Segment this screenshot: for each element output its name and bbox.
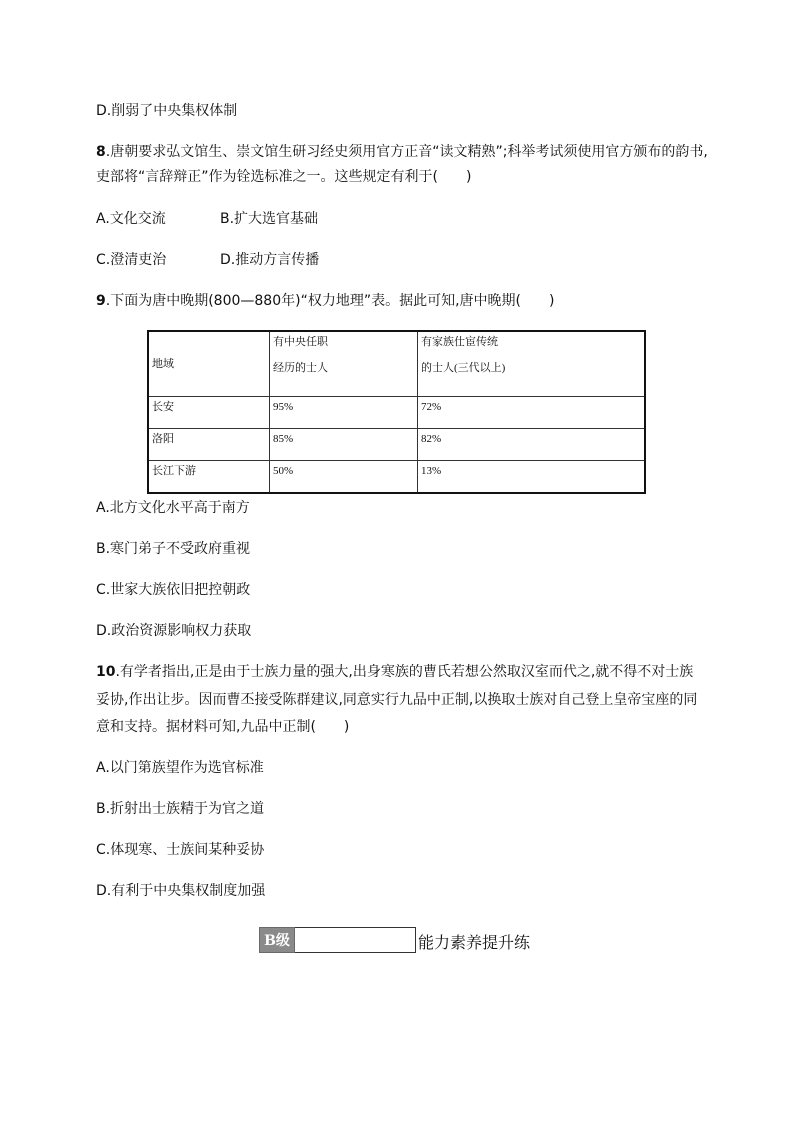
header-central-line1: 有中央任职: [273, 336, 328, 348]
section-banner: [259, 927, 530, 953]
q9-stem: [96, 291, 554, 311]
power-geography-table: [147, 330, 646, 494]
q8-options-row1: [96, 209, 318, 229]
q8-option-d: D.推动方言传播: [220, 252, 320, 268]
q8-stem-line1: [96, 142, 708, 162]
q10-option-a: A.以门第族望作为选官标准: [96, 760, 264, 776]
table-header-row: [148, 331, 645, 397]
cell-family: 72%: [418, 397, 646, 429]
header-family-line2: 的士人(三代以上): [421, 362, 506, 374]
cell-region: 长江下游: [148, 461, 270, 494]
header-central-line2: 经历的士人: [273, 362, 328, 374]
header-central-office: [270, 331, 418, 397]
q8-option-a: A.文化交流: [96, 211, 166, 227]
q10-option-b: B.折射出士族精于为官之道: [96, 801, 265, 817]
q10-stem-line1: [96, 662, 693, 682]
q10-stem-line3: 意和支持。据材料可知,九品中正制( ): [96, 719, 350, 735]
q9-option-b: B.寒门弟子不受政府重视: [96, 541, 251, 557]
q10-option-c: C.体现寒、士族间某种妥协: [96, 842, 265, 858]
q10-option-d: D.有利于中央集权制度加强: [96, 883, 266, 899]
cell-family: 82%: [418, 429, 646, 461]
cell-central: 50%: [270, 461, 418, 494]
header-family-line1: 有家族仕宦传统: [421, 336, 498, 348]
q10-number: 10: [96, 664, 116, 680]
cell-central: 85%: [270, 429, 418, 461]
q8-stem-line2: 吏部将“言辞辩正”作为铨选标准之一。这些规定有利于( ): [96, 169, 472, 185]
cell-region: 洛阳: [148, 429, 270, 461]
cell-central: 95%: [270, 397, 418, 429]
table-row: [148, 429, 645, 461]
q8-option-b: B.扩大选官基础: [220, 211, 319, 227]
q9-option-a: A.北方文化水平高于南方: [96, 500, 250, 516]
q8-option-c: C.澄清吏治: [96, 252, 167, 268]
q9-option-d: D.政治资源影响权力获取: [96, 623, 252, 639]
table-row: [148, 461, 645, 494]
q9-number: 9: [96, 293, 106, 309]
q8-number: 8: [96, 144, 106, 160]
header-region: 地域: [148, 331, 270, 397]
level-box: [295, 927, 416, 953]
q10-stem-text1: .有学者指出,正是由于士族力量的强大,出身寒族的曹氏若想公然取汉室而代之,就不得不对士族: [115, 664, 694, 680]
q8-options-row2: [96, 250, 319, 270]
table-row: [148, 397, 645, 429]
q9-option-c: C.世家大族依旧把控朝政: [96, 582, 251, 598]
q10-stem-line2: 妥协,作出让步。因而曹丕接受陈群建议,同意实行九品中正制,以换取士族对自己登上皇帝宝座的同: [96, 692, 698, 708]
level-badge: B级: [259, 927, 295, 953]
q9-stem-text: .下面为唐中晚期(800—880年)“权力地理”表。据此可知,唐中晚期( ): [105, 293, 555, 309]
cell-region: 长安: [148, 397, 270, 429]
cell-family: 13%: [418, 461, 646, 494]
section-title: 能力素养提升练: [418, 933, 531, 952]
q7-option-d: D.削弱了中央集权体制: [96, 103, 238, 119]
header-family-tradition: [418, 331, 646, 397]
q8-stem-text1: .唐朝要求弘文馆生、崇文馆生研习经史须用官方正音“读文精熟”;科举考试须使用官方颁布的韵书,: [105, 144, 708, 160]
